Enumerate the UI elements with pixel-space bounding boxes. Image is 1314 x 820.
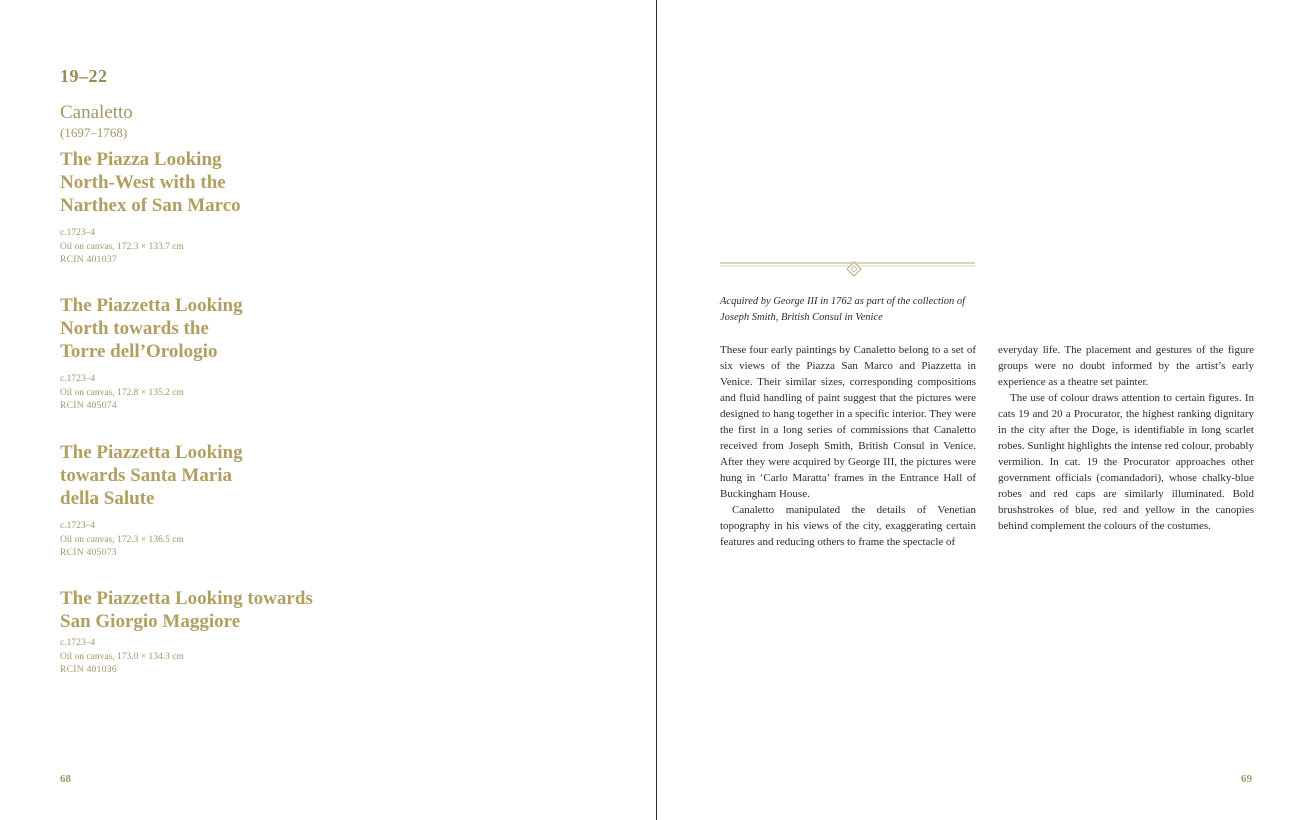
work-title-line: The Piazzetta Looking towards [60,588,313,609]
right-page [658,0,1314,820]
work-rcin: RCIN 405074 [60,401,117,411]
work-meta [60,520,360,561]
ornamental-divider-icon [720,258,975,278]
work-title [60,148,360,217]
left-page [0,0,656,820]
catalogue-range: 19–22 [60,66,108,86]
work-medium: Oil on canvas, 172.3 × 133.7 cm [60,241,184,252]
work-title-line: North towards the [60,318,209,339]
work-title-line: The Piazzetta Looking [60,442,243,463]
gutter-divider [656,0,657,820]
work-medium: Oil on canvas, 173.0 × 134.3 cm [60,651,184,662]
text-column-1 [720,342,976,550]
artist-dates: (1697–1768) [60,125,128,140]
page-number-left: 68 [60,773,71,785]
work-date: c.1723–4 [60,374,96,384]
work-entry [60,148,360,268]
work-entry [60,441,360,561]
work-date: c.1723–4 [60,521,96,531]
work-entry [60,587,360,678]
work-meta [60,373,360,414]
work-title-line: della Salute [60,488,155,509]
work-title-line: towards Santa Maria [60,465,233,486]
work-title-line: San Giorgio Maggiore [60,611,241,632]
artist-name: Canaletto [60,102,133,123]
work-title [60,587,360,633]
work-title-line: Torre dell’Orologio [60,341,218,362]
work-rcin: RCIN 405073 [60,548,117,558]
work-title-line: North-West with the [60,172,226,193]
work-medium: Oil on canvas, 172.8 × 135.2 cm [60,387,184,398]
work-title [60,294,360,363]
text-column-2 [998,342,1254,534]
work-rcin: RCIN 401037 [60,255,117,265]
work-meta [60,637,360,678]
paragraph: everyday life. The placement and gestures of the figure groups were no doubt informed by the artist’s early experience as a theatre set painter. [998,344,1254,388]
paragraph: The use of colour draws attention to certain figures. In cats 19 and 20 a Procurator, the highest ranking dignitary in the city after the Doge, is identifiable in long scarlet robes. Sunlight highlights the intense red colour, probably vermilion. In cat. 19 the Procurator approaches other government officials (comandadori), whose chalky-blue robes and red caps are similarly illuminated. Bold brushstrokes of blue, red and yellow in the canopies behind complement the colours of the costumes. [998,392,1254,532]
work-title-line: Narthex of San Marco [60,195,241,216]
work-meta [60,227,360,268]
paragraph: Canaletto manipulated the details of Venetian topography in his views of the city, exaggerating certain features and reducing others to frame the spectacle of [720,504,976,548]
work-date: c.1723–4 [60,228,96,238]
work-title-line: The Piazzetta Looking [60,295,243,316]
work-entry [60,294,360,414]
work-medium: Oil on canvas, 172.3 × 136.5 cm [60,534,184,545]
work-rcin: RCIN 401036 [60,665,117,675]
work-title-line: The Piazza Looking [60,149,222,170]
page-number-right: 69 [1241,773,1252,785]
work-date: c.1723–4 [60,638,96,648]
provenance-note: Acquired by George III in 1762 as part of the collection of Joseph Smith, British Consul in Venice [720,296,966,323]
work-title [60,441,360,510]
paragraph: These four early paintings by Canaletto belong to a set of six views of the Piazza San Marco and Piazzetta in Venice. Their similar sizes, corresponding compositions and fluid handling of paint suggest that the pictures were designed to hang together in a specific interior. They were the first in a long series of commissions that Canaletto received from Joseph Smith, British Consul in Venice. After they were acquired by George III, the pictures were hung in ‘Carlo Maratta’ frames in the Entrance Hall of Buckingham House. [720,344,976,500]
